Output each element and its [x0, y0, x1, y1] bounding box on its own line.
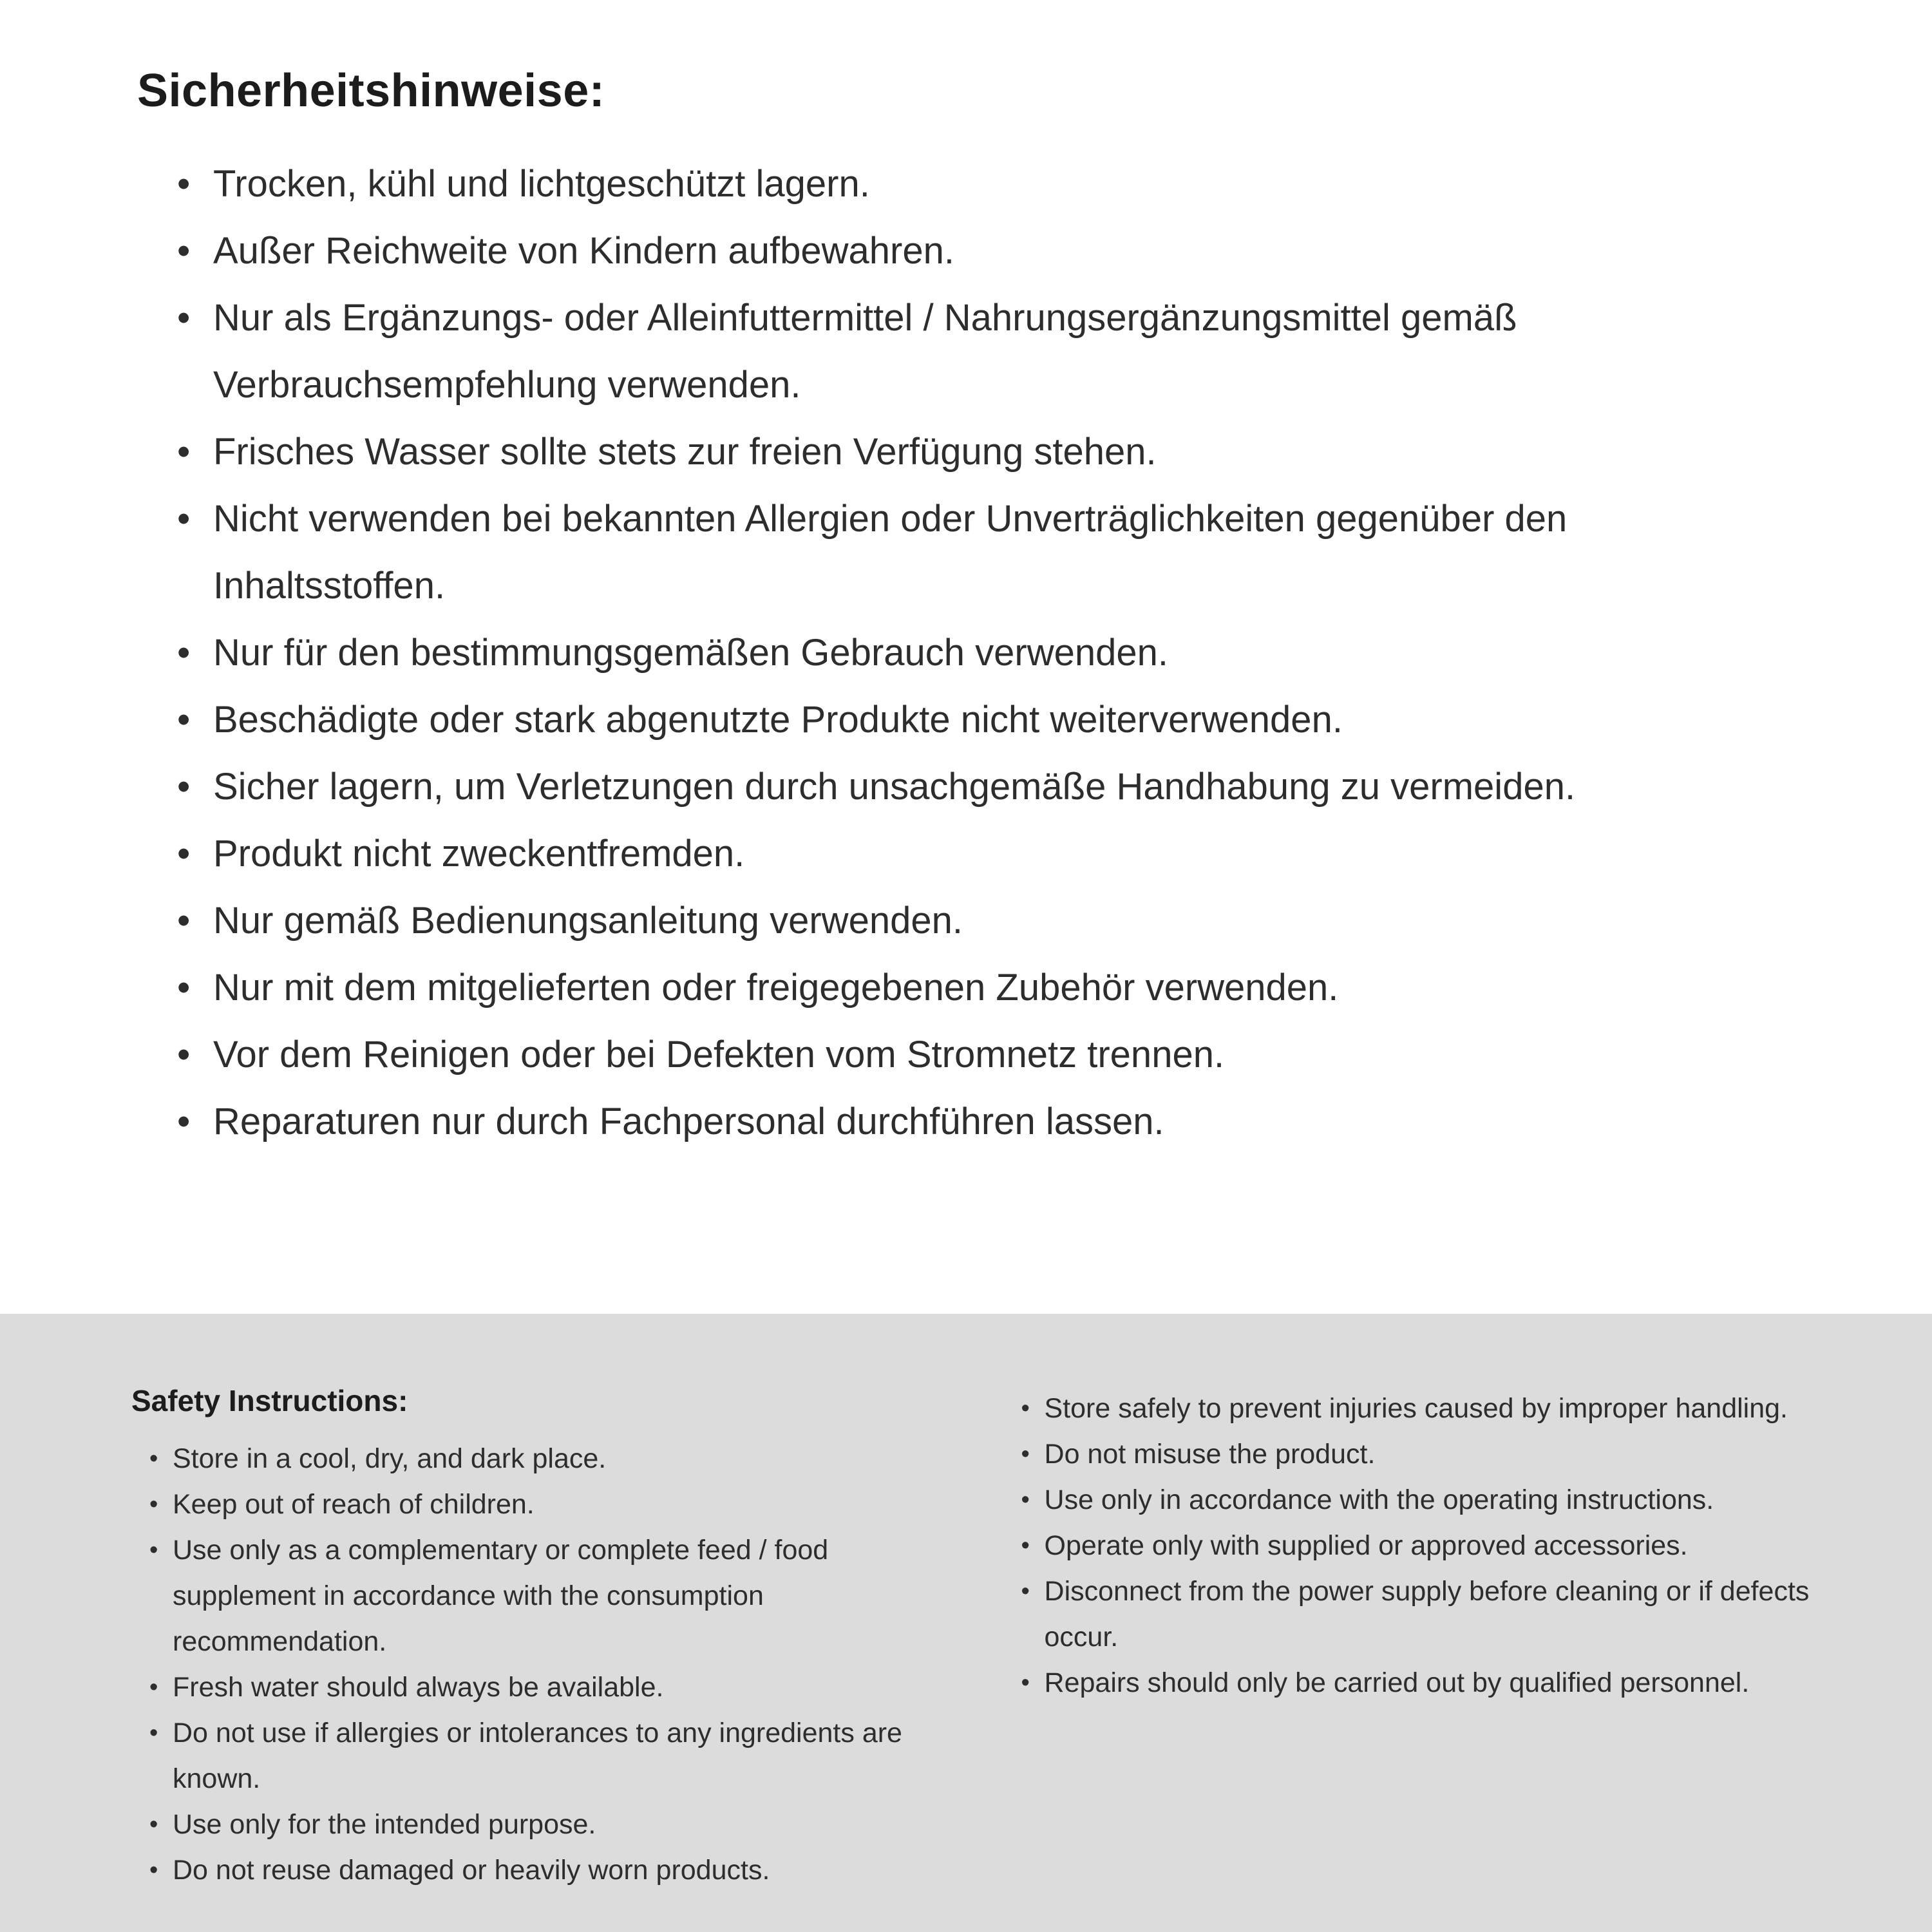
list-item: • Do not reuse damaged or heavily worn products.: [147, 1848, 974, 1893]
list-item: • Keep out of reach of children.: [147, 1482, 974, 1528]
english-section: [0, 1314, 1932, 1932]
list-item: • Produkt nicht zweckentfremden.: [177, 820, 1800, 887]
list-item: • Do not use if allergies or intolerances to any ingredients are known.: [147, 1710, 974, 1802]
list-item: • Frisches Wasser sollte stets zur freien Verfügung stehen.: [177, 419, 1800, 486]
list-item: • Nicht verwenden bei bekannten Allergien oder Unverträglichkeiten gegenüber den Inhaltsstoffen.: [177, 486, 1800, 620]
german-instruction-list: [177, 151, 1800, 1155]
list-item: • Disconnect from the power supply before cleaning or if defects occur.: [1019, 1569, 1835, 1660]
list-item: • Repairs should only be carried out by qualified personnel.: [1019, 1660, 1835, 1706]
list-item: • Store in a cool, dry, and dark place.: [147, 1436, 974, 1482]
english-section-title: Safety Instructions:: [131, 1384, 408, 1417]
list-item: • Außer Reichweite von Kindern aufbewahren.: [177, 218, 1800, 285]
list-item: • Use only for the intended purpose.: [147, 1802, 974, 1848]
list-item: • Nur mit dem mitgelieferten oder freigegebenen Zubehör verwenden.: [177, 954, 1800, 1021]
list-item: • Use only in accordance with the operating instructions.: [1019, 1477, 1835, 1523]
english-right-list: [1019, 1386, 1835, 1706]
list-item: • Sicher lagern, um Verletzungen durch unsachgemäße Handhabung zu vermeiden.: [177, 753, 1800, 820]
english-right-column: [1019, 1383, 1835, 1893]
list-item: • Do not misuse the product.: [1019, 1432, 1835, 1477]
english-left-list: [147, 1436, 974, 1893]
list-item: • Vor dem Reinigen oder bei Defekten vom Stromnetz trennen.: [177, 1021, 1800, 1088]
list-item: • Operate only with supplied or approved accessories.: [1019, 1523, 1835, 1569]
list-item: • Use only as a complementary or complete feed / food supplement in accordance with the consumption recommendation.: [147, 1528, 974, 1665]
list-item: • Nur als Ergänzungs- oder Alleinfuttermittel / Nahrungsergänzungsmittel gemäß Verbrauchsempfehlung verwenden.: [177, 285, 1800, 419]
list-item: • Nur gemäß Bedienungsanleitung verwenden.: [177, 887, 1800, 954]
list-item: • Store safely to prevent injuries caused by improper handling.: [1019, 1386, 1835, 1432]
german-section-title: Sicherheitshinweise:: [137, 65, 605, 117]
list-item: • Beschädigte oder stark abgenutzte Produkte nicht weiterverwenden.: [177, 687, 1800, 753]
list-item: • Trocken, kühl und lichtgeschützt lagern.: [177, 151, 1800, 218]
english-left-column: [131, 1383, 974, 1893]
list-item: • Nur für den bestimmungsgemäßen Gebrauch verwenden.: [177, 620, 1800, 687]
list-item: • Fresh water should always be available.: [147, 1665, 974, 1710]
list-item: • Reparaturen nur durch Fachpersonal durchführen lassen.: [177, 1088, 1800, 1155]
